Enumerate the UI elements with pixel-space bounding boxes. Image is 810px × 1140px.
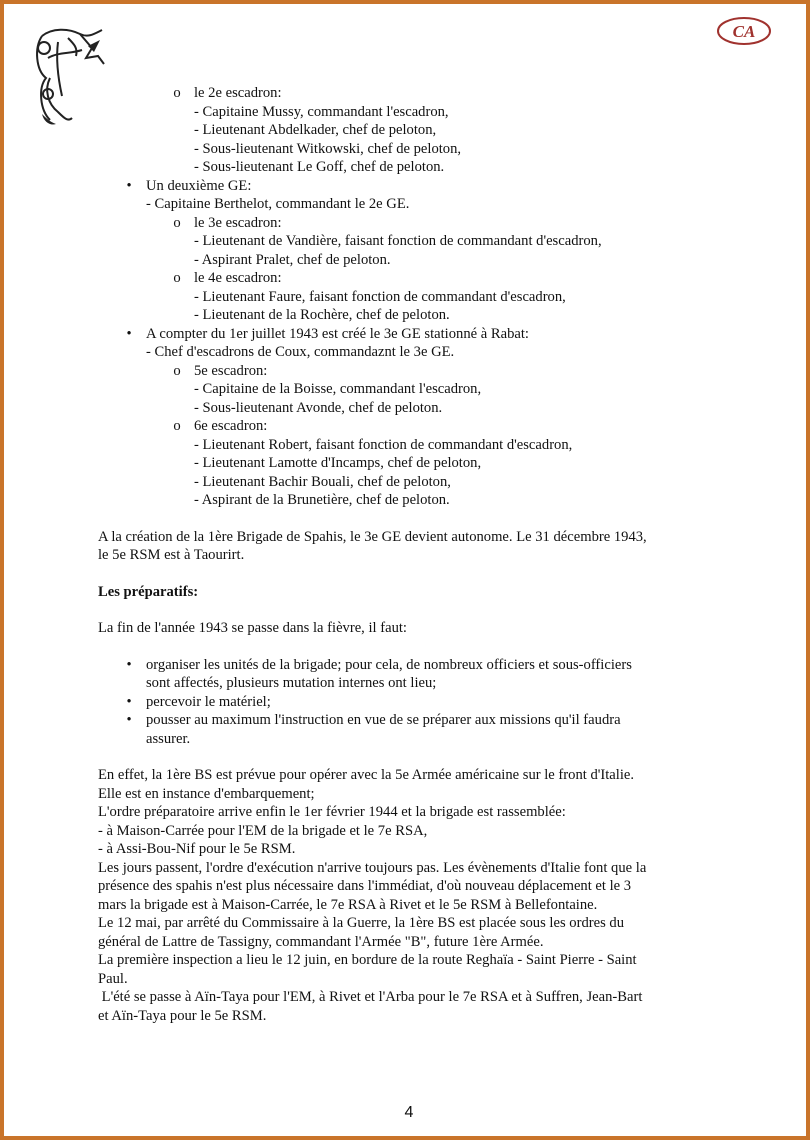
list-item-text: - Capitaine Mussy, commandant l'escadron, <box>194 103 449 120</box>
list-item-text: - Sous-lieutenant Le Goff, chef de peloton. <box>194 159 445 175</box>
list-item-text: - Aspirant de la Brunetière, chef de peloton. <box>194 492 450 508</box>
circle-bullet-icon: o <box>173 214 181 231</box>
list-detail-line <box>98 195 718 214</box>
officer-line <box>98 399 718 418</box>
intro-line: La fin de l'année 1943 se passe dans la fièvre, il faut: <box>98 620 407 636</box>
list-item-text: le 4e escadron: <box>194 270 282 286</box>
bullet-icon: • <box>126 177 132 194</box>
section-heading: Les préparatifs: <box>98 583 199 600</box>
officer-line <box>98 436 718 455</box>
officer-line <box>98 491 718 510</box>
officer-line <box>98 454 718 473</box>
unit-list <box>98 84 718 510</box>
paragraph-line: Paul. <box>98 970 128 987</box>
officer-line <box>98 103 718 122</box>
list-item <box>98 656 718 693</box>
bullet-icon: • <box>126 325 132 342</box>
paragraph-line: général de Lattre de Tassigny, commandant l'Armée "B", future 1ère Armée. <box>98 933 544 950</box>
paragraph-line: L'été se passe à Aïn-Taya pour l'EM, à Rivet et l'Arba pour le 7e RSA et à Suffren, Jean-Bart <box>98 989 643 1005</box>
list-item-text: - Lieutenant Bachir Bouali, chef de peloton, <box>194 473 451 490</box>
officer-line <box>98 158 718 177</box>
list-item-text: sont affectés, plusieurs mutation internes ont lieu; <box>146 675 437 691</box>
circle-bullet-icon: o <box>173 362 181 379</box>
list-item-text: - Lieutenant Faure, faisant fonction de commandant d'escadron, <box>194 288 566 305</box>
officer-line <box>98 380 718 399</box>
officer-line <box>98 251 718 270</box>
list-item-text: le 3e escadron: <box>194 214 282 231</box>
officer-line <box>98 140 718 159</box>
list-item-text: le 2e escadron: <box>194 85 282 101</box>
sub-list-item <box>98 84 718 103</box>
bullet-icon: • <box>126 693 132 710</box>
paragraph-line: et Aïn-Taya pour le 5e RSM. <box>98 1007 267 1024</box>
document-body <box>98 84 718 1025</box>
brigade-paragraph <box>98 528 718 565</box>
list-item-text: - Lieutenant Robert, faisant fonction de commandant d'escadron, <box>194 436 573 453</box>
list-item <box>98 325 718 344</box>
paragraph-line: Les jours passent, l'ordre d'exécution n'arrive toujours pas. Les évènements d'Italie font que la <box>98 859 647 876</box>
list-item-text: assurer. <box>146 730 191 747</box>
paragraph-line: En effet, la 1ère BS est prévue pour opérer avec la 5e Armée américaine sur le front d'Italie. <box>98 767 635 783</box>
list-item-text: - Sous-lieutenant Witkowski, chef de peloton, <box>194 140 462 157</box>
circle-bullet-icon: o <box>173 85 181 101</box>
list-item-text: - Lieutenant Abdelkader, chef de peloton, <box>194 122 437 138</box>
list-item-text: percevoir le matériel; <box>146 693 271 710</box>
sub-list-item <box>98 269 718 288</box>
bullet-icon: • <box>126 712 132 728</box>
list-item-text: - Chef d'escadrons de Coux, commandaznt le 3e GE. <box>146 344 455 360</box>
list-item-text: - Lieutenant Lamotte d'Incamps, chef de peloton, <box>194 455 482 471</box>
paragraph-line: - à Maison-Carrée pour l'EM de la brigade et le 7e RSA, <box>98 822 428 839</box>
paragraph-line: Elle est en instance d'embarquement; <box>98 785 315 802</box>
sub-list-item <box>98 214 718 233</box>
officer-line <box>98 232 718 251</box>
paragraph-line: - à Assi-Bou-Nif pour le 5e RSM. <box>98 841 296 857</box>
paragraph-line: La première inspection a lieu le 12 juin, en bordure de la route Reghaïa - Saint Pierre - Saint <box>98 952 637 968</box>
list-item-text: 5e escadron: <box>194 362 268 379</box>
list-item-text: - Capitaine de la Boisse, commandant l'escadron, <box>194 381 482 397</box>
list-item-text: - Capitaine Berthelot, commandant le 2e GE. <box>146 196 410 212</box>
sub-list-item <box>98 362 718 381</box>
ca-logo-text: CA <box>732 22 756 41</box>
page-number: 4 <box>404 1104 414 1121</box>
paragraph-line: le 5e RSM est à Taourirt. <box>98 547 245 563</box>
paragraph-line: mars la brigade est à Maison-Carrée, le 7e RSA à Rivet et le 5e RSM à Bellefontaine. <box>98 896 598 913</box>
list-item-text: - Aspirant Pralet, chef de peloton. <box>194 251 391 268</box>
officer-line <box>98 288 718 307</box>
officer-line <box>98 121 718 140</box>
list-item-text: - Sous-lieutenant Avonde, chef de peloton. <box>194 399 443 416</box>
circle-bullet-icon: o <box>173 270 181 286</box>
list-item-text: organiser les unités de la brigade; pour cela, de nombreux officiers et sous-officiers <box>146 656 632 673</box>
list-detail-line <box>98 343 718 362</box>
list-item-text: Un deuxième GE: <box>146 177 252 194</box>
paragraph-line: Le 12 mai, par arrêté du Commissaire à la Guerre, la 1ère BS est placée sous les ordres du <box>98 915 625 931</box>
list-item-text: - Lieutenant de la Rochère, chef de peloton. <box>194 307 450 323</box>
paragraph-line: L'ordre préparatoire arrive enfin le 1er février 1944 et la brigade est rassemblée: <box>98 804 566 820</box>
list-item-text: pousser au maximum l'instruction en vue de se préparer aux missions qu'il faudra <box>146 712 621 728</box>
list-item <box>98 711 718 748</box>
list-item-text: A compter du 1er juillet 1943 est créé le 3e GE stationné à Rabat: <box>146 325 529 342</box>
final-paragraph <box>98 766 718 1025</box>
list-item <box>98 177 718 196</box>
ca-logo-icon <box>716 16 772 46</box>
officer-line <box>98 306 718 325</box>
circle-bullet-icon: o <box>173 418 181 434</box>
task-list <box>98 656 718 749</box>
officer-line <box>98 473 718 492</box>
paragraph-line: A la création de la 1ère Brigade de Spahis, le 3e GE devient autonome. Le 31 décembre 1943, <box>98 528 647 545</box>
list-item <box>98 693 718 712</box>
sub-list-item <box>98 417 718 436</box>
list-item-text: 6e escadron: <box>194 418 268 434</box>
list-item-text: - Lieutenant de Vandière, faisant fonction de commandant d'escadron, <box>194 233 602 249</box>
bullet-icon: • <box>126 656 132 673</box>
paragraph-line: présence des spahis n'est plus nécessaire dans l'immédiat, d'où nouveau déplacement et le 3 <box>98 878 632 894</box>
